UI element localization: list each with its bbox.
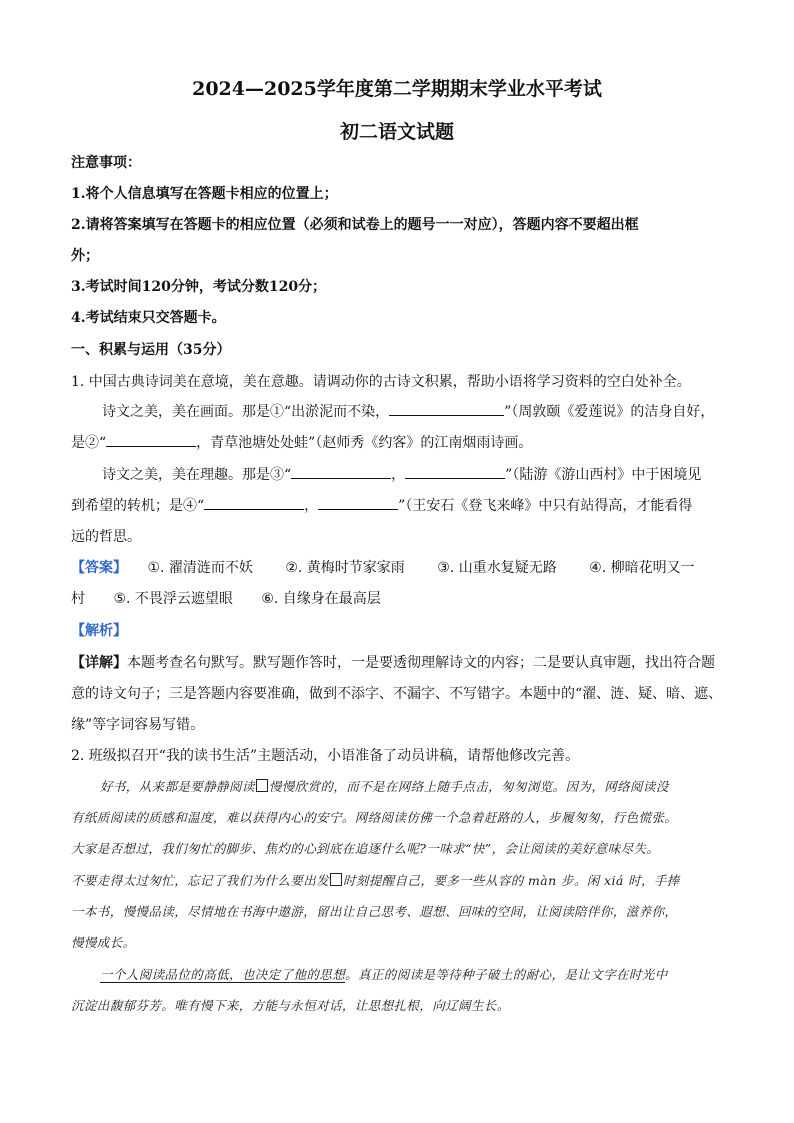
notice-heading: 注意事项： [71,155,141,171]
answer-row-2 [71,588,381,608]
answer-4-cont: 村 [71,591,85,607]
exam-subtitle: 初二语文试题 [339,121,454,143]
notice-item-1: 1.将个人信息填写在答题卡相应的位置上； [71,186,338,202]
answer-tag: 【答案】 [71,560,127,576]
answer-blank-2[interactable] [106,434,196,447]
answer-blank-4[interactable] [405,466,505,479]
answer-6: ⑥. 自缘身在最高层 [261,591,381,607]
speech-line-1: 好书，从来都是要静静阅读 慢慢欣赏的，而不是在网络上随手点击，匆匆浏览。因为，网络阅读没 [100,779,669,794]
answer-row-1 [71,557,695,577]
speech-line-7: 一个人阅读品位的高低，也决定了他的思想。真正的阅读是等待种子破土的耐心，是让文字在时光中 [100,967,668,982]
question-1-line-5: 远的哲思。 [71,529,141,545]
question-1-line-1: 诗文之美，美在画面。那是①“出淤泥而不染， ”（周敦颐《爱莲说》的洁身自好， [102,404,715,420]
notice-item-4: 4.考试结束只交答题卡。 [71,310,226,326]
analysis-line-2: 意的诗文句子；三是答题内容要准确，做到不添字、不漏字、不写错字。本题中的“濯、涟、疑、暗、遮、 [71,686,723,702]
analysis-line-1: 【详解】本题考查名句默写。默写题作答时，一是要透彻理解诗文的内容；二是要认真审题，找出符合题 [71,655,715,671]
answer-blank-5[interactable] [204,497,304,510]
answer-blank-3[interactable] [291,466,391,479]
blank-box-2[interactable] [330,873,342,886]
question-1-line-2: 是②“ ，青草池塘处处蛙”（赵师秀《约客》的江南烟雨诗画。 [71,435,533,451]
notice-item-2b: 外； [71,248,99,264]
notice-item-2a: 2.请将答案填写在答题卡的相应位置（必须和试卷上的题号一一对应），答题内容不要超出框 [71,217,639,233]
analysis-line-3: 缘”等字词容易写错。 [71,717,205,733]
notice-item-3: 3.考试时间120分钟，考试分数120分； [71,279,327,295]
underlined-sentence: 一个人阅读品位的高低，也决定了他的思想 [100,967,346,982]
question-1-stem: 1. 中国古典诗词美在意境，美在意趣。请调动你的古诗文积累，帮助小语将学习资料的空白处补全。 [71,374,691,390]
speech-line-6: 慢慢成长。 [71,935,136,950]
answer-3: ③. 山重水复疑无路 [437,560,557,576]
blank-box-1[interactable] [256,779,268,792]
analysis-tag: 【解析】 [71,623,127,639]
speech-line-4: 不要走得太过匆忙，忘记了我们为什么要出发 时刻提醒自己，要多一些从容的 màn 步。闲 xiá 时，手捧 [71,873,680,888]
question-1-line-4: 到希望的转机；是④“ ， ”（王安石《登飞来峰》中只有站得高，才能看得 [71,498,693,514]
speech-line-5: 一本书，慢慢品读，尽情地在书海中遨游，留出让自己思考、遐想、回味的空间，让阅读陪伴你，滋养你， [71,904,678,919]
answer-1: ①. 濯清涟而不妖 [147,560,253,576]
question-2-stem: 2. 班级拟召开“我的读书生活”主题活动，小语准备了动员讲稿，请帮他修改完善。 [71,748,580,764]
answer-blank-1[interactable] [389,403,504,416]
answer-5: ⑤. 不畏浮云遮望眼 [113,591,233,607]
question-1-line-3: 诗文之美，美在理趣。那是③“ ， ”（陆游《游山西村》中于困境见 [102,467,702,483]
answer-2: ②. 黄梅时节家家雨 [285,560,405,576]
exam-title: 2024—2025学年度第二学期期末学业水平考试 [192,78,602,100]
section-heading: 一、积累与运用（35分） [71,342,231,358]
speech-line-8: 沉淀出馥郁芬芳。唯有慢下来，方能与永恒对话，让思想扎根，向辽阔生长。 [71,998,510,1013]
speech-line-3: 大家是否想过，我们匆忙的脚步、焦灼的心到底在追逐什么呢?一味求“快”，会让阅读的美好意味尽失。 [71,841,660,856]
answer-4: ④. 柳暗花明又一 [589,560,695,576]
answer-blank-6[interactable] [318,497,398,510]
speech-line-2: 有纸质阅读的质感和温度，难以获得内心的安宁。网络阅读仿佛一个急着赶路的人，步履匆匆，行色慌张。 [71,810,678,825]
